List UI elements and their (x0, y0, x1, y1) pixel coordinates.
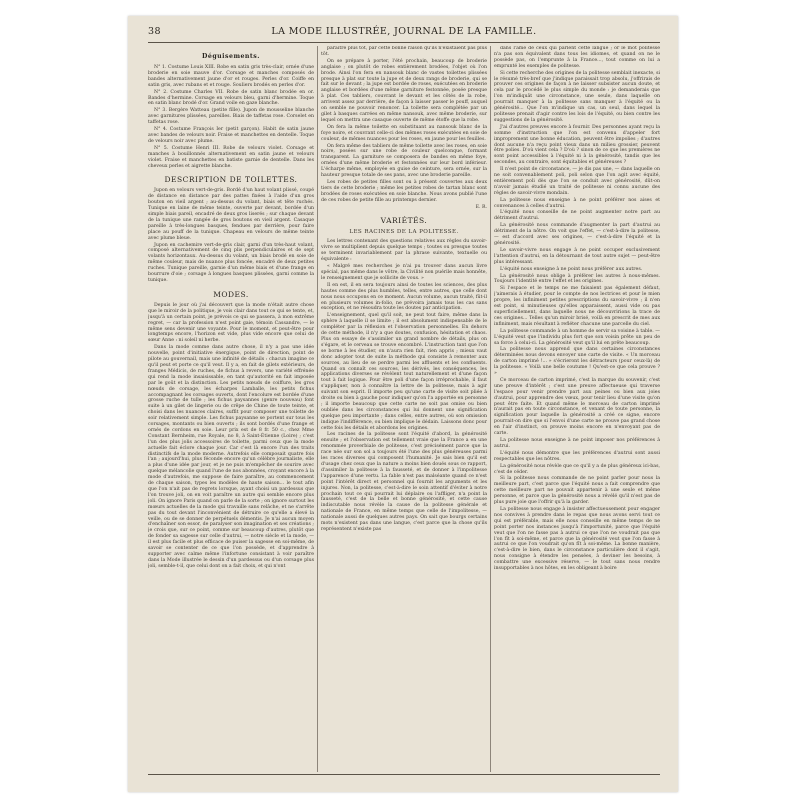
paragraph: La politesse nous apprend que dans certaines circonstances déterminées nous devons envoyer une carte de visite. « Un morceau de carton imprimé !... » s'écrieront les détracteurs (pour ceux-là) de la politesse. « Voilà une belle coutume ! Qu'est-ce que cela prouve ? » (494, 347, 660, 377)
paragraph: Ce morceau de carton imprimé, c'est la marque du souvenir, c'est une preuve d'intérêt ; c'est une preuve affectueuse qui traverse l'espace pour venir prendre part aux peines ou bien aux joies d'autrui, pour apprendre des vœux, pour tenir lieu d'une visite qu'on peut être faite. Et quand même le morceau de carton imprimé n'aurait pas en toute circonstance, et venant de toute personne, la signification pour laquelle la générosité a créé ce signe, encore pourrait-on dire que si l'envoi d'une carte ne prouve pas grand chose en l'air d'instinct, on prouve moins encore en n'envoyant pas de carte. (494, 377, 660, 437)
paragraph: Jupon en cachemire vert-de-gris clair, garni d'un très-haut volant, composé alternativement de cinq plis perpendiculaires et de sept volants horizontaux. Au-dessus du volant, un biais brodé en soie de même couleur, mais de nuance plus foncée, encadré de deux petites ruches. Tunique pareille, garnie d'un même biais et d'une frange en bourrure d'oie ; corsage à longues basques plissées, garni comme la tunique. (148, 242, 314, 283)
paragraph: On se prépare à porter, l'été prochain, beaucoup de broderie anglaise ; on plutôt de robes entièrement brodées, l'objet où l'on brode. Ainsi l'on fera en nansouk blanc de vastes toilettes plissées presque à plat sur toute la jupe et de deux rangs de broderie, qui se fait sur le devant ; la jupe est bordée de roses, exécutées en broderie anglaise et bordées d'une même garniture festonnée, posée presque à plat. Ces tabliers, couvrant le devant et les côtés de la robe, arrivent assez par derrière, de façon à laisser passer le pouff, auquel on semble ne pouvoir renoncer. La toilette sera complétée par un gilet à basques carrées en même nansouk, avec même broderie, sur lequel on mettra une casaque ouverte de même étoffe que la robe. (321, 58, 487, 123)
running-title: LA MODE ILLUSTRÉE, JOURNAL DE LA FAMILLE. (271, 26, 537, 37)
column-1 (148, 46, 314, 772)
paragraph: La politesse nous enseigne à ne point imposer nos préférences à autrui. (494, 438, 660, 449)
paragraph: La politesse nous enseigne à ne point préférer nos aises et convenances à celles d'autrui. (494, 197, 660, 209)
paragraph: Les racines de la politesse sont l'équité d'abord, la générosité ensuite ; et l'observation est tellement vraie que la France a en une renommée proverbiale de politesse, c'est précisément parce que la race née sur son sol a toujours été l'une des plus généreuses parmi les races diverses qui composent l'humanité. Je sais bien qu'il est d'usage chez ceux que la nature a moins bien doués sous ce rapport, d'assimiler la politesse à la fausseté, et de donner à l'impolitesse l'apparence d'une vertu. La fable n'est pas malséante quand ce n'est point l'intérêt direct et personnel qui fournit les arguments et les injures. Non, la politesse, c'est-à-dire le soin attentif d'éviter à notre prochain tout ce qui pourrait lui déplaire ou l'affliger, n'a point la fausseté, c'est de la belle et bonne générosité, et cette cause indiscutable nous révèle la cause de la politesse générale et nationale de France, en même temps que celle de l'impolitesse, — nationale aussi de quelques autres pays. On sait que bourgs certains mots n'existent pas dans une langue, c'est parce que la chose qu'ils représentent n'existe pas (321, 432, 487, 532)
paragraph: Si la politesse nous commande de ne point parler pour nous la meilleure part, c'est parce que l'équité nous a fait comprendre que cette meilleure part ne pouvait appartenir à une seule et même personne, et parce que la générosité nous a révélé qu'il n'est pas de plus pure joie que l'offrir qu'à la garder. (494, 476, 660, 506)
paragraph: Les robes de petites filles sont ou à présent couvertes aux deux tiers de cette broderie ; même les petites robes de tartan blanc sont brodées de roses exécutées en soie blanche. Nous avons publié l'une de ces robes de petite fille au printemps dernier. (321, 179, 487, 203)
paragraph: L'équité nous démontre que les préférences d'autrui sont aussi respectables que les nôtres. (494, 450, 660, 462)
paragraph: L'enseignement, quel qu'il soit, ne peut tout faire, même dans la sphère à laquelle il se limite ; il est absolument indispensable de le compléter par la réflexion et l'observation personnelles. En dehors de cette méthode, il n'y a que doutes, confusion, hésitation et chaos. Plus on essaye de s'assimiler un grand nombre de détails, plus on s'égare, et le cerveau se trouve encombré. L'instruction tant que l'on se borne à les étudier, on n'aura rien fait, rien appris ; mieux vaut donc adopter tout de suite la méthode qui consiste à remonter aux sources, au lieu de se perdre parmi les affluents et les confluents. Quand on connaît ces sources, les dérivés, les conséquences, les applications diverses se révèlent tout naturellement et d'une façon tout à fait logique. Pour être poli d'une façon irréprochable, il faut s'appliquer, non à connaître la lettre de la politesse, mais à agir suivant son esprit. Il importe peu qu'une carte de visite soit pliée à droite ou bien à gauche pour indiquer qu'on l'a apportée en personne ; il importe beaucoup que cette carte ne soit pas omise ou bien oubliée dans les circonstances qui lui donnent une signification quelque peu importante ; dans celles, entre autres, où son omission indique l'indifférence, ou bien implique le dédain. Laissons donc pour cette fois les détails et abordons les origines. (321, 313, 487, 431)
article-section (494, 46, 660, 572)
paragraph: L'équité nous conseille de ne point augmenter notre part au détriment d'autrui. (494, 210, 660, 222)
section-title: MODES. (213, 289, 249, 299)
paragraph: Les lettres contenant des questions relatives aux règles du savoir-vivre se multiplient depuis quelque temps ; toutes ou presque toutes se terminent invariablement par la phrase suivante, textuelle ou équivalente : (321, 239, 487, 263)
column-2 (321, 46, 487, 772)
paragraph: N° 1. Costume Louis XIII. Robe en satin gris très-clair, ornée d'une broderie en soie mauve d'or. Corsage et manches composés de bandes alternativement jaune d'or et rouges. Perles d'or. Coiffe en satin gris, avec rubans et et rouge. Souliers brodés en perles d'or. (148, 65, 314, 88)
paragraph: N° 4. Costume François Ier (petit garçon). Habit de satin jaune avec bandes de velours noir. Fraise et manchettes en dentelle. Toque de velours noir avec plume. (148, 127, 314, 144)
newspaper-page (128, 16, 678, 792)
paragraph: Si cette recherche des origines de la politesse semblait inexacte, si le résumé très-bref que j'indique paraissait trop absolu, j'offrirais de prouver ces origines de façon à ne laisser subsister aucun doute, et cela par le procédé le plus simple du monde : je demanderais que l'on m'indiquât une circonstance, une seule, dans laquelle on pourrait manquer à la politesse sans manquer à l'équité ou la générosité... Que l'on m'indique un cas, un seul, dans lequel la politesse prenait d'agir contre les lois de l'équité, ou bien contre les suggestions de la générosité. (494, 70, 660, 123)
section-title: VARIÉTÉS. (380, 216, 428, 226)
paragraph: J'ai d'autres preuves encore à fournir. Des personnes ayant reçu la somme d'instruction que l'on est convenu d'appeler fort improprement une bonne éducation, peuvent être impolies ; d'autres dont aucune n'a reçu point vieux dans un milieu grossier, peuvent être polies. D'où vient cela ? D'où ? sinon de ce que les premières ne sont point accessibles à l'équité ni à la générosité, tandis que les secondes, au contraire, sont équitables et généreuses ? (494, 124, 660, 166)
paragraph: La politesse commande à un homme de servir sa voisine à table. — L'équité veut que l'individu plus fort que son voisin prête un peu de sa force à celui-ci. La générosité veut qu'il lui en prête beaucoup. (494, 328, 660, 346)
paragraph: Si l'espace et le temps ne me faisaient pas également défaut, j'aimerais à étudier, pour le compte de nos lectrices et pour le mien propre, les infiniment petites prescriptions du savoir-vivre ; il n'en est point, si minutieuses qu'elles apparaissent, aussi vide ou pas superficiellement, dans laquelle nous ne découvririons la trace de ces origines... Telles qu'un miroir brisé, voilà en prescrit de mes aux infiniment, mais résultant à refléter chacune une parcelle du ciel. (494, 286, 660, 327)
paragraph: paraître plus tôt, par cette bonne raison qu'ils n'existaient pas plus tôt. (321, 46, 487, 57)
section-subtitle: LES RACINES DE LA POLITESSE. (349, 229, 459, 236)
paragraph: La politesse nous engage à insister affectueusement pour engager nos convives à prendre dans le repas que nous avons servi tout ce qui est préférable, mais elle nous conseille en même temps de ne point porter nos instances jusqu'à l'importunité, parce que l'équité veut que l'on ne fasse pas à autrui ce que l'on ne voudrait pas que l'on fît à soi-même, et parce que la générosité veut que l'on fasse à autrui ce que l'on voudrait qu'on fît à soi-même. La bonne manière, c'est-à-dire le bien, dans le circonstance particulière dont il s'agit, nous consigne à étendre les pensées, à deviner les besoins, à combattre une excessive réserve, — le tout sans nous rendre insupportables à nos hôtes, en les obligeant à boire (494, 506, 660, 572)
paragraph: Jupon en velours vert-de-gris. Bordé d'un haut volant plissé, coupé de distance en distance par des pattes fixées à l'aide d'un gros bouton en vieil argent ; au-dessus du volant, biais et tête ruchés. Tunique en laine de même teinte, ouverte par devant, bordée d'un simple biais pareil, encadré de deux gros liserés ; sur chaque devant de la tunique une rangée de gros boutons en vieil argent. Casaque pareille à très-longues basques, fendues par derrière, pour faire place au pouff de la tunique. Chapeau en velours de même teinte avec plume bleue. (148, 188, 314, 241)
paragraph: « Malgré mes recherches je n'ai pu trouver dans aucun livre spécial, pas même dans le vôtre, la Civilité non puérile mais honnête, le renseignement que je sollicite de vous. » (321, 264, 487, 281)
page-header (148, 26, 660, 42)
paragraph: On fera même des tabliers de même toilette avec les roses, en soie noire, posées sur une robe de couleur quelconque, formant transparent. La garniture se composera de bandes en même foye, ornées d'une même broderie et festonnées sur leur bord inférieur. L'écharpe même, employée en guise de ceinture, sera ornée, sur la hauteur presque totale de ses pans, avec une broderie pareille. (321, 143, 487, 179)
paragraph: Depuis le jour où j'ai découvert que la mode n'était autre chose que le miroir de la politique, je vois clair dans tout ce qui se tente, et, jusqu'à un certain point, je prévois ce qui se passera, à mon extrême regret, — car la profession n'est point gaie, témoin Cassandre, — le même sens devenir une voyante. Pour le moment, et peut-être pour longtemps encore, l'horizon est vide, plus vide encore que celui de sœur Anne : ni soleil ni herbe. (148, 302, 314, 344)
paragraph: Le savoir-vivre nous engage à ne point occuper exclusivement l'attention d'autrui, en la détournant de tout autre sujet — peut-être plus intéressant. (494, 247, 660, 265)
article-section (321, 46, 487, 210)
signature: E. R. (475, 204, 487, 210)
article-section (148, 52, 314, 169)
paragraph: L'équité nous enseigne à ne point nous préférer aux autres. (500, 266, 643, 272)
paragraph: La générosité nous oblige à préférer les autres à nous-mêmes. Toujours l'identité entre l'effet et les origines. (494, 273, 660, 285)
paragraph: dans l'âme de ceux qui parlent cette langue ; or le mot politesse n'a pas son équivalent dans tous les idiomes, et quand on ne le possède pas, on l'emprunte à la France..., tout comme on lui a emprunté les exemples de politesse. (494, 46, 660, 69)
paragraph: Il en est, il en sera toujours ainsi de toutes les sciences, des plus hautes comme des plus humbles, telles, entre autres, que celle dont nous nous occupons en ce moment. Aucun volume, aucun traité, fût-il en plusieurs volumes in-folio, ne prévoira jamais tous les cas sans exception, et ne résoudra toute les doutes par anticipation. (321, 282, 487, 312)
page-number: 38 (148, 26, 161, 37)
paragraph: La générosité nous révèle que ce qu'il y a de plus généreux ici-bas, c'est de céder. (494, 463, 660, 475)
section-title: Déguisements. (202, 53, 260, 60)
paragraph: N° 3. Bergère Watteau (petite fille). Jupon de mousseline blanche avec garnitures plissées, pareilles. Biais de taffetas rose. Corselet en taffetas rose. (148, 108, 314, 126)
column-divider (490, 46, 491, 772)
paragraph: On fera la même toilette en substituant au nansouk blanc de la foye noire, et couvrant celle-ci des mêmes roses exécutées en soie de couleur, de mêmes nuances pour les roses, en jaune pour les feuilles. (321, 124, 487, 142)
article-section (148, 290, 314, 570)
article-section (321, 216, 487, 532)
paragraph: La générosité nous commande d'augmenter la part d'autrui au détriment de la nôtre. On voit que l'effet, — c'est-à-dire la politesse, — est d'accord avec ses origines, — c'est-à-dire l'équité et la générosité. (494, 223, 660, 246)
paragraph: Dans la mode comme dans autre chose, il n'y a pas une idée nouvelle, point d'initiative énergique, point de direction, point de pilote au gouvernail, mais une infinité de détails : chacun imagine ce qu'il peut et porte ce qu'il veut. Il y a, en fait de gilets extérieurs, de franges Médicis, de ruches, de fichus à revers, une variété effrénée qui rend la mode insaisissable, en tant qu'autorité en fait imposée par le goût et la distinction. Les petits nœuds de coiffure, les gros nœuds de corsage, les écharpes Lamballe, les petits fichus accompagnant les corsages ouverts, dont l'encolure est bordée d'une grosse ruche de tulle ; les fichus paysannes (genre nouveau) font suite à un gilet de lingerie ou de crêpe de Chine de toute teinte, et choisi dans les nuances claires, suffit pour composer une toilette de soir relativement simple. Les fichus paysanne se portent sur tous les corsages, montants ou bien ouverts ; ils sont bordés d'une frange et ornés de cordons en soie. Leur prix est de 8 fr. 50 c., chez Mme Constant Bernheim, rue Royale, no 8, à Saint-Étienne (Loire) ; c'est l'un des plus jolis accessoires de toilette, parmi ceux que la mode actuelle fait éclore chaque jour. Car c'est là encore l'un des traits distinctifs de la mode moderne. Autrefois elle composait quatre fois l'an ; aujourd'hui, plus féconde encore qu'un célèbre journaliste, elle a plus d'une idée par jour, et je ne puis m'empêcher de sourire avec quelque mélancolie quand l'une de nos abonnées, croyant encore à la mode d'autrefois, me suppose de faire paraître, au commencement de chaque saison, types les modèles de haute saison... le tout afin que l'on n'ait pas de regrets lorsque, ayant choisi un pardessus que l'on trouve joli, on en voit paraître un autre qui semble encore plus joli. On ignore Paris quand on parle de la sorte ; on ignore surtout les mœurs actuelles de la mode qui travaille sans relâche, et ne s'arrête pas du tout devant l'inconvénient de détruire ce qu'elle a élevé la veille, ou de se donner de perpétuels démentis. Je n'ai aucun moyen d'enchaîner son essor, de paralyser son imagination et ses créations ; je crois que, sur ce point, comme sur beaucoup d'autres, plutôt que de fonder sa sagesse sur celle d'autrui, — notre siècle et la mode, — il est plus facile et plus efficace de puiser la sagesse en soi-même, de savoir se contenter de ce que l'on possède, et d'apprendre à supporter avec calme même l'infortune consistant à voir paraître dans la Mode illustrée le dessin d'un pardessus ou d'un corsage plus joli, semble-t-il, que celui dont on a fait choix, et qui n'ont (148, 345, 314, 569)
footer-rule (148, 774, 660, 775)
column-3 (494, 46, 660, 772)
section-title: DESCRIPTION DE TOILETTES. (164, 175, 298, 185)
article-section (148, 175, 314, 284)
paragraph: Il n'est point de circonstance, — je dis pas une, — dans laquelle on ne soit convenablement poli, poli selon que l'on agit avec équité, entièrement poli dès que l'on se conduit avec générosité, dût-on n'avoir jamais étudié un traité de politesse ni connu aucune des règles de savoir-vivre mondain. (494, 167, 660, 196)
header-rule (148, 42, 660, 43)
paragraph: N° 2. Costume Charles VII. Robe de satin blanc brodée en or. Bandes d'hermine. Corsage en velours bleu, garni d'hermine. Toque en satin blanc brodé d'or. Grand voile en gaze blanche. (148, 89, 314, 107)
column-divider (317, 46, 318, 772)
paragraph: N° 5. Costume Henri III. Robe de velours violet. Corsage et manches à bouillonnés alternativement en satin jaune et velours violet. Fraise et manchettes en batiste garnie de dentelle. Dans les cheveux perles et aigrette blanche. (148, 145, 314, 169)
